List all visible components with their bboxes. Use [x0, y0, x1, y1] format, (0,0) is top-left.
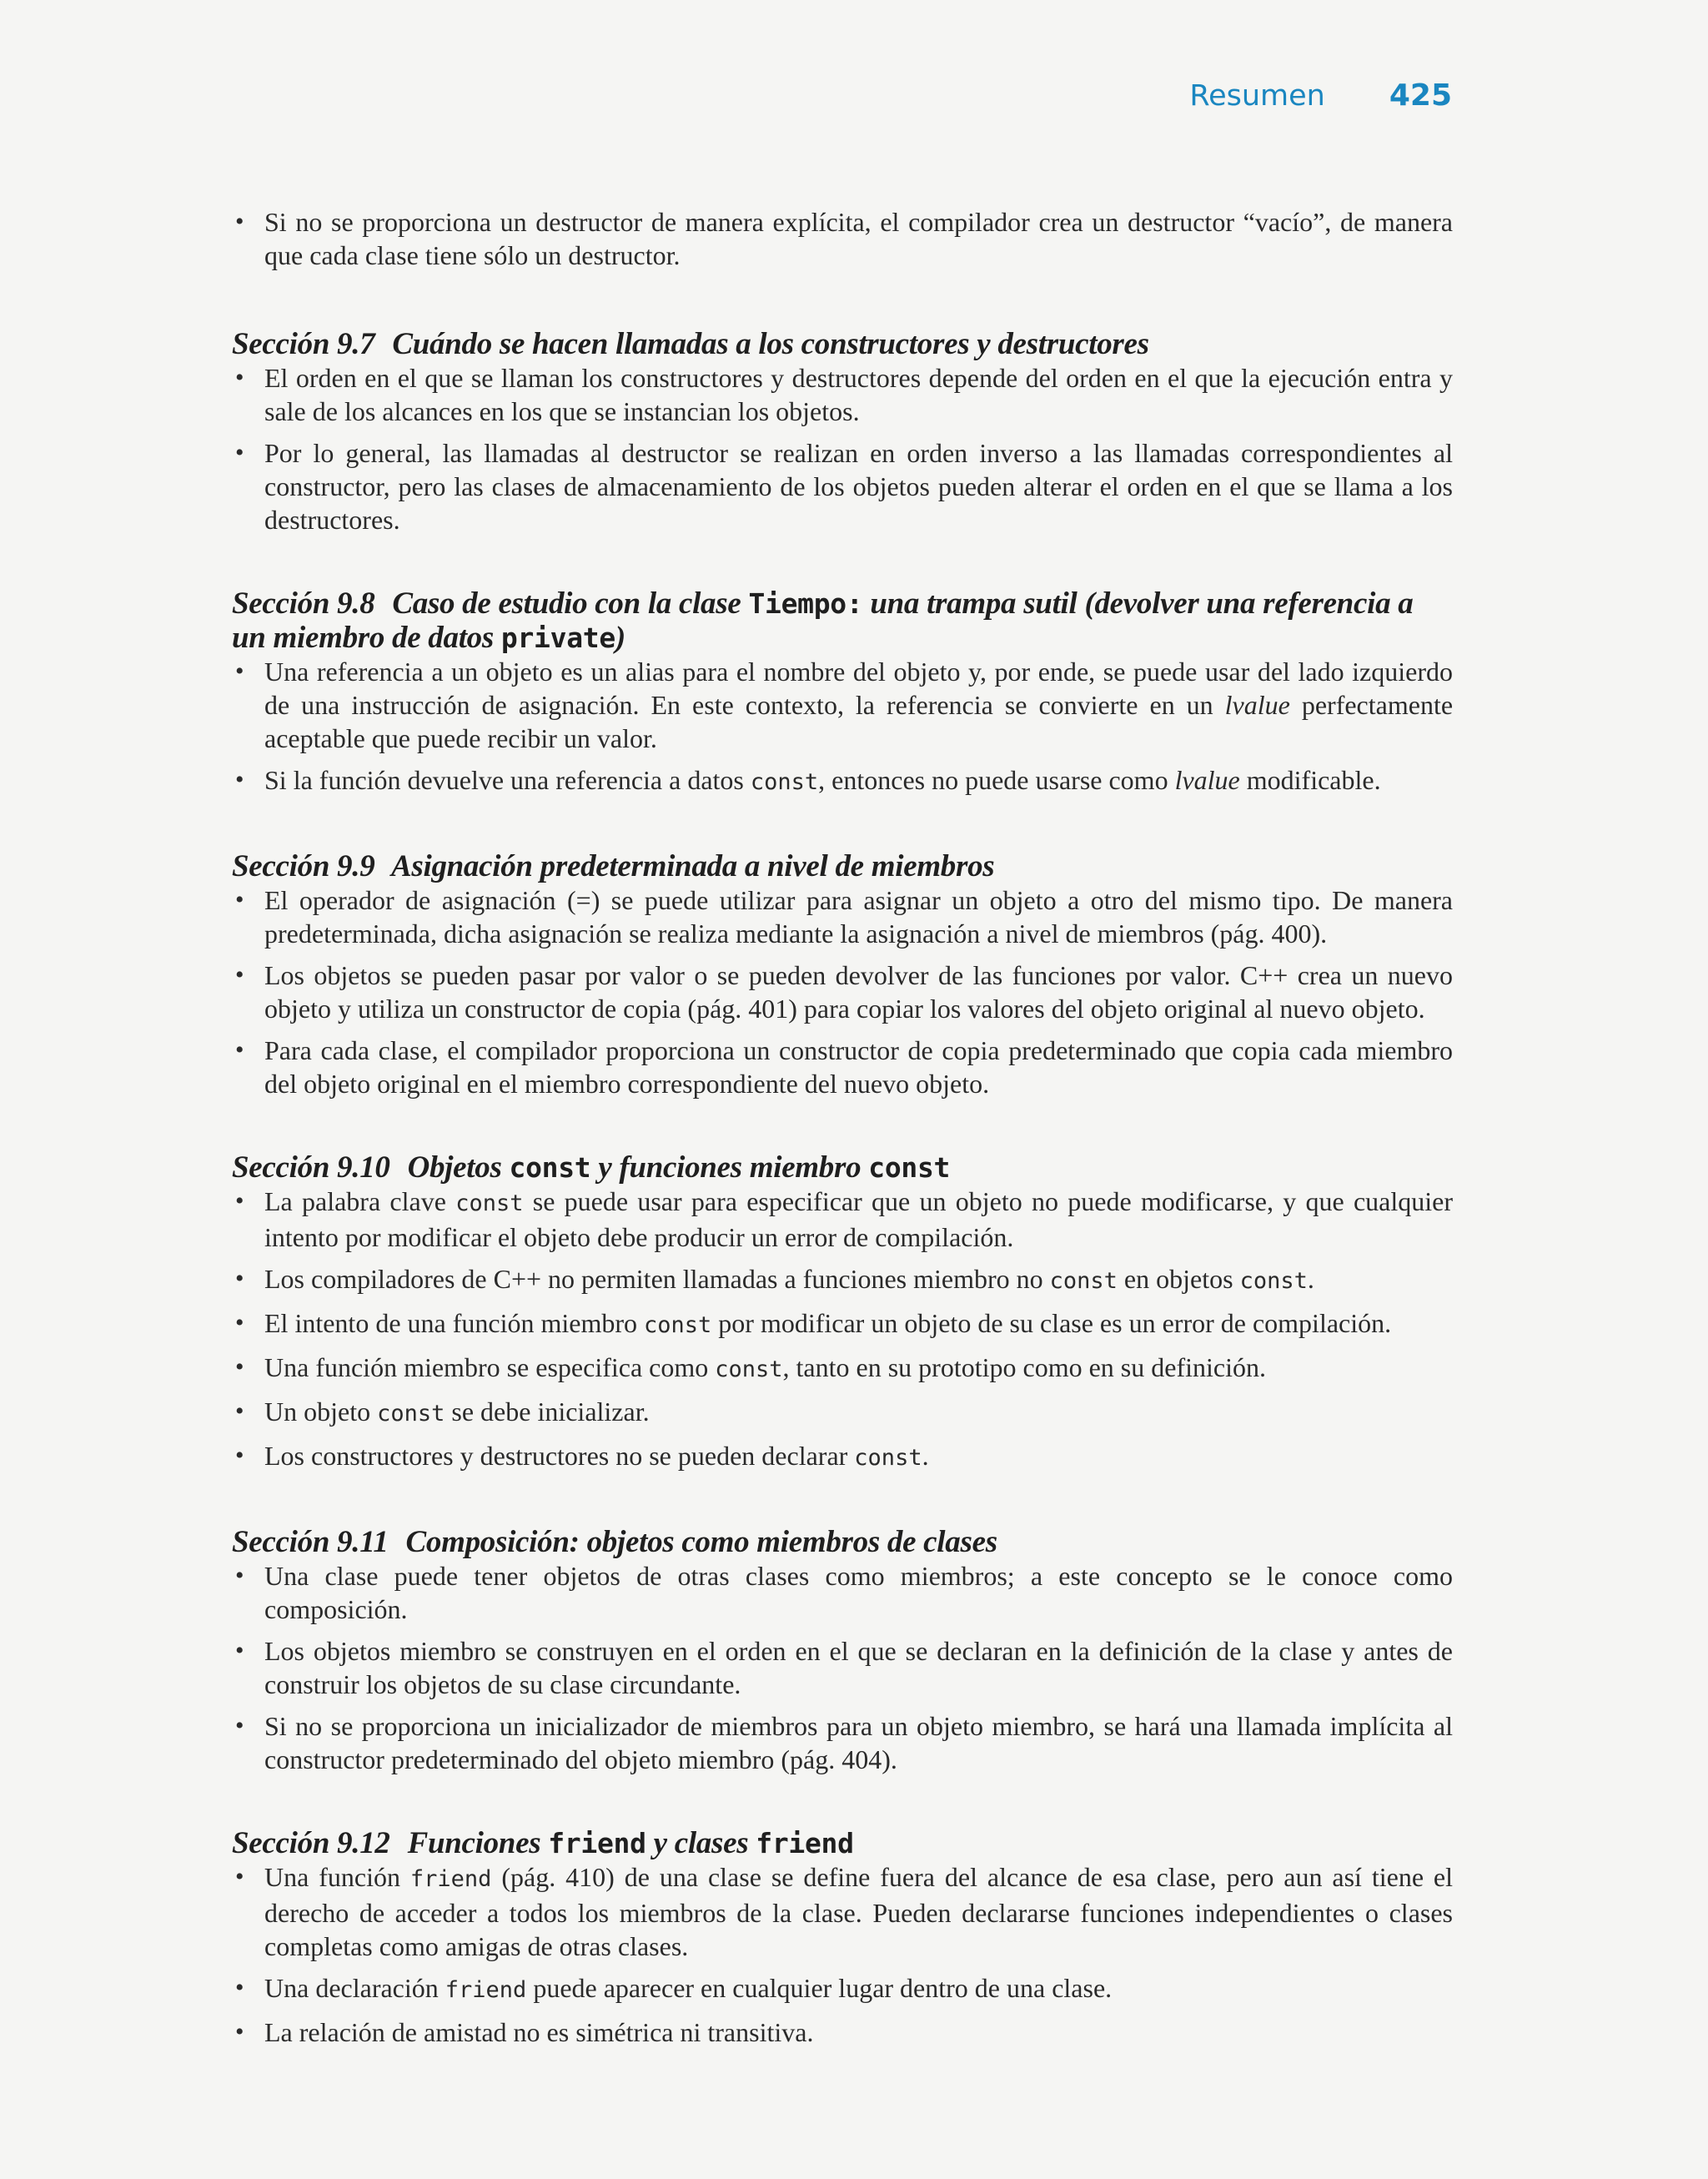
section-heading — [232, 327, 1453, 361]
bullet-item — [232, 1439, 1453, 1475]
bullet-item — [232, 655, 1453, 755]
text-run: Una declaración — [264, 1973, 439, 2003]
section-title-part: y clases — [653, 1826, 749, 1860]
bullet-item — [232, 1971, 1453, 2007]
section-number: Sección 9.7 — [232, 327, 375, 361]
bullet-list — [232, 361, 1453, 536]
section-heading — [232, 1525, 1453, 1559]
text-run: Una función miembro se especifica como — [264, 1352, 709, 1382]
section-heading — [232, 1826, 1453, 1860]
page-number: 425 — [1389, 78, 1452, 113]
code-term: const — [1239, 1268, 1308, 1294]
text-run: El intento de una función miembro — [264, 1308, 637, 1338]
bullet-list — [232, 883, 1453, 1100]
bullet-item: • Para cada clase, el compilador proporciona un constructor de copia predeterminado que copia cada miembro del objeto original en el miembro correspondiente del nuevo objeto. — [232, 1034, 1453, 1100]
bullet-item — [232, 1185, 1453, 1254]
text-run: Los constructores y destructores no se pueden declarar — [264, 1441, 848, 1471]
section-9-10 — [232, 1150, 1453, 1475]
text-run: perfectamente aceptable que puede recibir un valor. — [264, 690, 1454, 753]
text-run: La palabra clave — [264, 1186, 446, 1216]
text-run: puede aparecer en cualquier lugar dentro de una clase. — [533, 1973, 1113, 2003]
code-term: const — [854, 1445, 922, 1471]
section-heading — [232, 849, 1453, 883]
section-9-8 — [232, 586, 1453, 799]
section-title-part: y funciones miembro — [598, 1150, 862, 1185]
text-run: Un objeto — [264, 1396, 371, 1427]
text-run: Una referencia a un objeto es un alias para el nombre del objeto y, por ende, se puede usar del lado izquierdo de una instrucción de asignación. En este contexto, la referencia se convierte en un — [264, 657, 1453, 720]
text-run: en objetos — [1123, 1264, 1233, 1294]
bullet-item — [232, 1351, 1453, 1386]
bullet-item: • La relación de amistad no es simétrica ni transitiva. — [232, 2015, 1453, 2049]
code-term: private — [500, 621, 615, 654]
text-run: se puede usar para especificar que un objeto no puede modificarse, y que cualquier intento por modificar el objeto debe producir un error de compilación. — [264, 1186, 1454, 1252]
summary-content — [232, 205, 1453, 2099]
code-term: const — [377, 1401, 445, 1427]
bullet-item — [232, 1262, 1453, 1298]
text-run: , tanto en su prototipo como en su definición. — [782, 1352, 1266, 1382]
bullet-item — [232, 1306, 1453, 1342]
running-header — [1189, 78, 1452, 113]
bullet-list — [232, 655, 1453, 799]
intro-section — [232, 205, 1453, 272]
bullet-list — [232, 1860, 1453, 2049]
code-term: const — [715, 1356, 783, 1382]
bullet-item — [232, 763, 1453, 799]
code-term: const — [750, 769, 819, 795]
section-number: Sección 9.8 — [232, 586, 375, 621]
bullet-list — [232, 1559, 1453, 1776]
bullet-item: • Por lo general, las llamadas al destructor se realizan en orden inverso a las llamadas correspondientes al constructor, pero las clases de almacenamiento de los objetos pueden alterar el orden en el que se llama a los destructores. — [232, 436, 1453, 536]
bullet-item — [232, 1395, 1453, 1431]
code-term: const — [1049, 1268, 1118, 1294]
bullet-item: • Los objetos se pueden pasar por valor o se pueden devolver de las funciones por valor. C++ crea un nuevo objeto y utiliza un constructor de copia (pág. 401) para copiar los valores del objeto original al nuevo objeto. — [232, 959, 1453, 1025]
bullet-item — [232, 1860, 1453, 1963]
section-title: Composición: objetos como miembros de clases — [405, 1525, 997, 1559]
text-run: Si la función devuelve una referencia a datos — [264, 765, 744, 795]
section-9-9 — [232, 849, 1453, 1100]
section-title-part: Funciones — [407, 1826, 541, 1860]
code-term: const — [868, 1151, 951, 1184]
section-heading — [232, 1150, 1453, 1185]
section-9-11 — [232, 1525, 1453, 1776]
code-term: friend — [409, 1866, 492, 1892]
code-term: Tiempo: — [748, 587, 863, 620]
bullet-list — [232, 205, 1453, 272]
section-title-part: Caso de estudio con la clase — [392, 586, 741, 621]
code-term: const — [509, 1151, 591, 1184]
code-term: const — [455, 1190, 524, 1216]
section-9-12 — [232, 1826, 1453, 2049]
text-run: (pág. 410) de una clase se define fuera del alcance de esa clase, pero aun así tiene el derecho de acceder a todos los miembros de la clase. Pueden declararse funciones independientes o clases completas como amigas de otras clases. — [264, 1862, 1454, 1961]
bullet-item: • Los objetos miembro se construyen en el orden en el que se declaran en la definición de la clase y antes de construir los objetos de su clase circundante. — [232, 1634, 1453, 1701]
section-number: Sección 9.10 — [232, 1150, 390, 1185]
italic-term: lvalue — [1224, 690, 1290, 720]
section-9-7 — [232, 327, 1453, 536]
text-run: , entonces no puede usarse como — [818, 765, 1168, 795]
section-title: Asignación predeterminada a nivel de miembros — [390, 849, 995, 883]
section-title-part: Objetos — [407, 1150, 502, 1185]
italic-term: lvalue — [1174, 765, 1240, 795]
bullet-item: • El orden en el que se llaman los constructores y destructores depende del orden en el que la ejecución entra y sale de los alcances en los que se instancian los objetos. — [232, 361, 1453, 428]
bullet-item: • El operador de asignación (=) se puede utilizar para asignar un objeto a otro del mismo tipo. De manera predeterminada, dicha asignación se realiza mediante la asignación a nivel de miembros (pág. 400). — [232, 883, 1453, 950]
section-number: Sección 9.9 — [232, 849, 375, 883]
code-term: friend — [756, 1827, 854, 1859]
bullet-item: • Si no se proporciona un inicializador de miembros para un objeto miembro, se hará una llamada implícita al constructor predeterminado del objeto miembro (pág. 404). — [232, 1709, 1453, 1776]
text-run: . — [1307, 1264, 1314, 1294]
running-header-title: Resumen — [1189, 79, 1325, 113]
code-term: const — [644, 1312, 712, 1338]
section-title-part: una trampa sutil (devolver una referencia a un miembro de datos — [232, 586, 1414, 655]
section-number: Sección 9.12 — [232, 1826, 390, 1860]
section-number: Sección 9.11 — [232, 1525, 389, 1559]
section-heading — [232, 586, 1453, 655]
bullet-item: • Si no se proporciona un destructor de manera explícita, el compilador crea un destructor “vacío”, de manera que cada clase tiene sólo un destructor. — [232, 205, 1453, 272]
code-term: friend — [445, 1977, 527, 2003]
text-run: por modificar un objeto de su clase es un error de compilación. — [718, 1308, 1392, 1338]
text-run: Una función — [264, 1862, 400, 1892]
text-run: . — [922, 1441, 929, 1471]
text-run: Los compiladores de C++ no permiten llamadas a funciones miembro no — [264, 1264, 1043, 1294]
section-title: Cuándo se hacen llamadas a los constructores y destructores — [392, 327, 1149, 361]
bullet-item: • Una clase puede tener objetos de otras clases como miembros; a este concepto se le conoce como composición. — [232, 1559, 1453, 1626]
bullet-list — [232, 1185, 1453, 1475]
text-run: se debe inicializar. — [451, 1396, 650, 1427]
section-title-part: ) — [615, 621, 625, 655]
text-run: modificable. — [1246, 765, 1381, 795]
code-term: friend — [548, 1827, 646, 1859]
